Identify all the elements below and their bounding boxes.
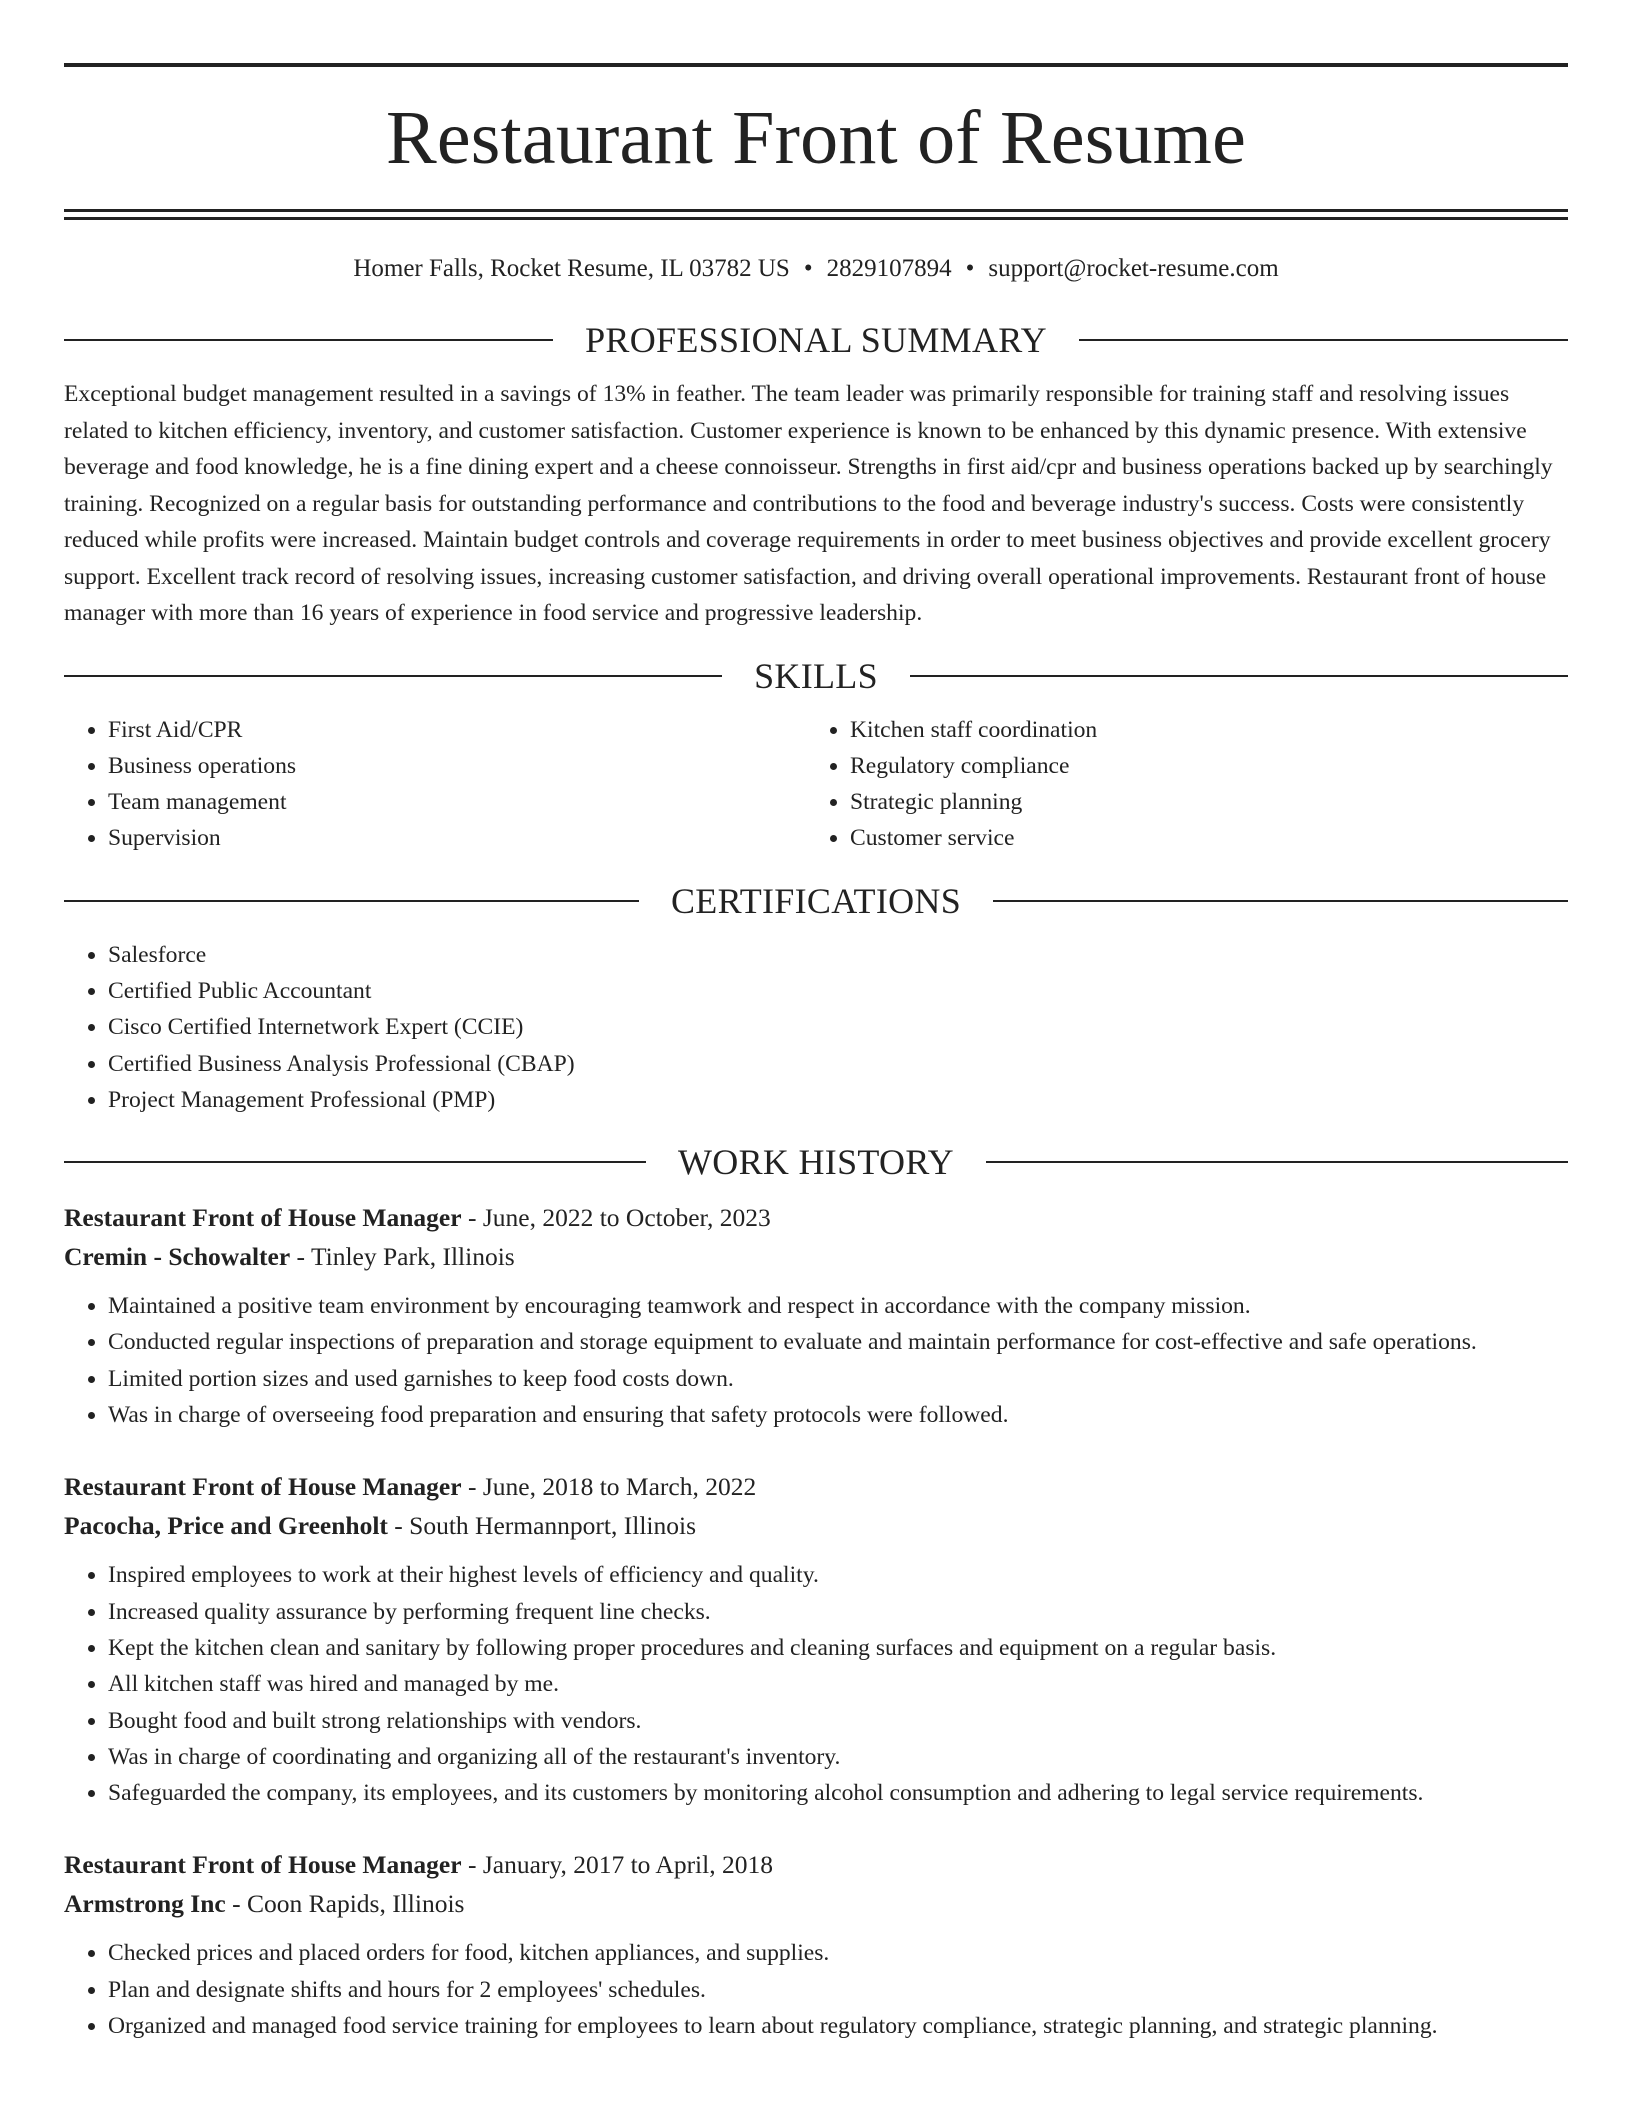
skill-item: • Strategic planning	[850, 784, 1548, 820]
skill-item: • Kitchen staff coordination	[850, 712, 1548, 748]
skill-item: • Regulatory compliance	[850, 748, 1548, 784]
skills-heading	[64, 654, 1568, 698]
skills-column-left	[64, 712, 806, 857]
job-entry	[64, 1198, 1568, 1433]
job-bullet: • Safeguarded the company, its employees, and its customers by monitoring alcohol consumption and adhering to legal service requirements.	[108, 1775, 1568, 1811]
skill-item: • First Aid/CPR	[108, 712, 806, 748]
summary-heading	[64, 318, 1568, 362]
job-dates: June, 2018 to March, 2022	[482, 1472, 757, 1502]
heading-rule-right	[910, 675, 1568, 677]
job-entry	[64, 1467, 1568, 1811]
certification-item: • Certified Public Accountant	[108, 973, 1568, 1009]
certifications-list	[64, 937, 1568, 1118]
contact-separator: •	[803, 255, 813, 282]
skill-item: • Supervision	[108, 820, 806, 856]
certification-item: • Project Management Professional (PMP)	[108, 1082, 1568, 1118]
skill-item: • Business operations	[108, 748, 806, 784]
job-bullet: • Conducted regular inspections of preparation and storage equipment to evaluate and maintain performance for cost-effective and safe operations.	[108, 1324, 1568, 1360]
summary-text: Exceptional budget management resulted in a savings of 13% in feather. The team leader was primarily responsible for training staff and resolving issues related to kitchen efficiency, inventory, and customer satisfaction. Customer experience is known to be enhanced by this dynamic presence. With extensive beverage and food knowledge, he is a fine dining expert and a cheese connoisseur. Strengths in first aid/cpr and business operations backed up by searchingly training. Recognized on a regular basis for outstanding performance and contributions to the food and beverage industry's success. Costs were consistently reduced while profits were increased. Maintain budget controls and coverage requirements in order to meet business objectives and provide excellent grocery support. Excellent track record of resolving issues, increasing customer satisfaction, and driving overall operational improvements. Restaurant front of house manager with more than 16 years of experience in food service and progressive leadership.	[64, 381, 1553, 626]
job-title-line: Restaurant Front of House Manager - June, 2022 to October, 2023	[64, 1203, 771, 1233]
job-bullet: • Was in charge of coordinating and organizing all of the restaurant's inventory.	[108, 1739, 1568, 1775]
job-company: Armstrong Inc	[64, 1889, 226, 1919]
job-entry	[64, 1845, 1568, 2044]
contact-email: support@rocket-resume.com	[988, 255, 1279, 282]
job-location: South Hermannport, Illinois	[409, 1511, 697, 1541]
job-company: Pacocha, Price and Greenholt	[64, 1511, 388, 1541]
job-company-line: Armstrong Inc - Coon Rapids, Illinois	[64, 1889, 465, 1919]
job-title-line: Restaurant Front of House Manager - June, 2018 to March, 2022	[64, 1472, 757, 1502]
job-title-line: Restaurant Front of House Manager - January, 2017 to April, 2018	[64, 1850, 773, 1880]
job-bullets	[64, 1935, 1568, 2044]
certification-item: • Certified Business Analysis Professional (CBAP)	[108, 1046, 1568, 1082]
job-title: Restaurant Front of House Manager	[64, 1203, 462, 1233]
heading-rule-left	[64, 900, 639, 902]
heading-rule-left	[64, 1161, 646, 1163]
work-history-heading	[64, 1140, 1568, 1184]
job-dates: June, 2022 to October, 2023	[482, 1203, 771, 1233]
heading-rule-right	[1079, 339, 1568, 341]
skills-heading-label: SKILLS	[754, 655, 878, 696]
skill-item: • Team management	[108, 784, 806, 820]
job-bullet: • All kitchen staff was hired and managed by me.	[108, 1666, 1568, 1702]
skills-column-right	[806, 712, 1548, 857]
job-company-line: Pacocha, Price and Greenholt - South Hermannport, Illinois	[64, 1511, 697, 1541]
certification-item: • Salesforce	[108, 937, 1568, 973]
skills-list	[64, 712, 1568, 857]
job-company: Cremin - Schowalter	[64, 1242, 291, 1272]
summary-heading-label: PROFESSIONAL SUMMARY	[585, 320, 1047, 360]
title-double-rule	[64, 209, 1568, 220]
top-rule	[64, 63, 1568, 67]
certification-item: • Cisco Certified Internetwork Expert (CCIE)	[108, 1009, 1568, 1045]
job-bullet: • Maintained a positive team environment by encouraging teamwork and respect in accordance with the company mission.	[108, 1288, 1568, 1324]
heading-rule-left	[64, 339, 553, 341]
job-bullet: • Kept the kitchen clean and sanitary by following proper procedures and cleaning surfaces and equipment on a regular basis.	[108, 1630, 1568, 1666]
job-bullets	[64, 1557, 1568, 1811]
job-bullet: • Increased quality assurance by performing frequent line checks.	[108, 1594, 1568, 1630]
resume-title: Restaurant Front of Resume	[385, 96, 1247, 180]
job-bullet: • Was in charge of overseeing food preparation and ensuring that safety protocols were followed.	[108, 1397, 1568, 1433]
heading-rule-left	[64, 675, 722, 677]
heading-rule-right	[986, 1161, 1568, 1163]
job-bullet: • Inspired employees to work at their highest levels of efficiency and quality.	[108, 1557, 1568, 1593]
job-title: Restaurant Front of House Manager	[64, 1850, 462, 1880]
job-location: Tinley Park, Illinois	[310, 1242, 515, 1272]
job-bullet: • Organized and managed food service training for employees to learn about regulatory compliance, strategic planning, and strategic planning.	[108, 2008, 1568, 2044]
heading-rule-right	[993, 900, 1568, 902]
contact-separator: •	[965, 255, 975, 282]
job-bullet: • Bought food and built strong relationships with vendors.	[108, 1703, 1568, 1739]
contact-phone: 2829107894	[826, 255, 952, 282]
certifications-heading	[64, 879, 1568, 923]
job-title: Restaurant Front of House Manager	[64, 1472, 462, 1502]
work-history-heading-label: WORK HISTORY	[678, 1142, 954, 1183]
job-company-line: Cremin - Schowalter - Tinley Park, Illinois	[64, 1242, 515, 1272]
contact-line	[64, 253, 1568, 285]
contact-address: Homer Falls, Rocket Resume, IL 03782 US	[353, 255, 790, 282]
job-dates: January, 2017 to April, 2018	[482, 1850, 773, 1880]
certifications-heading-label: CERTIFICATIONS	[670, 880, 962, 921]
job-bullet: • Limited portion sizes and used garnishes to keep food costs down.	[108, 1361, 1568, 1397]
job-bullet: • Plan and designate shifts and hours for 2 employees' schedules.	[108, 1972, 1568, 2008]
job-bullet: • Checked prices and placed orders for food, kitchen appliances, and supplies.	[108, 1935, 1568, 1971]
skill-item: • Customer service	[850, 820, 1548, 856]
job-bullets	[64, 1288, 1568, 1433]
job-location: Coon Rapids, Illinois	[246, 1889, 465, 1919]
